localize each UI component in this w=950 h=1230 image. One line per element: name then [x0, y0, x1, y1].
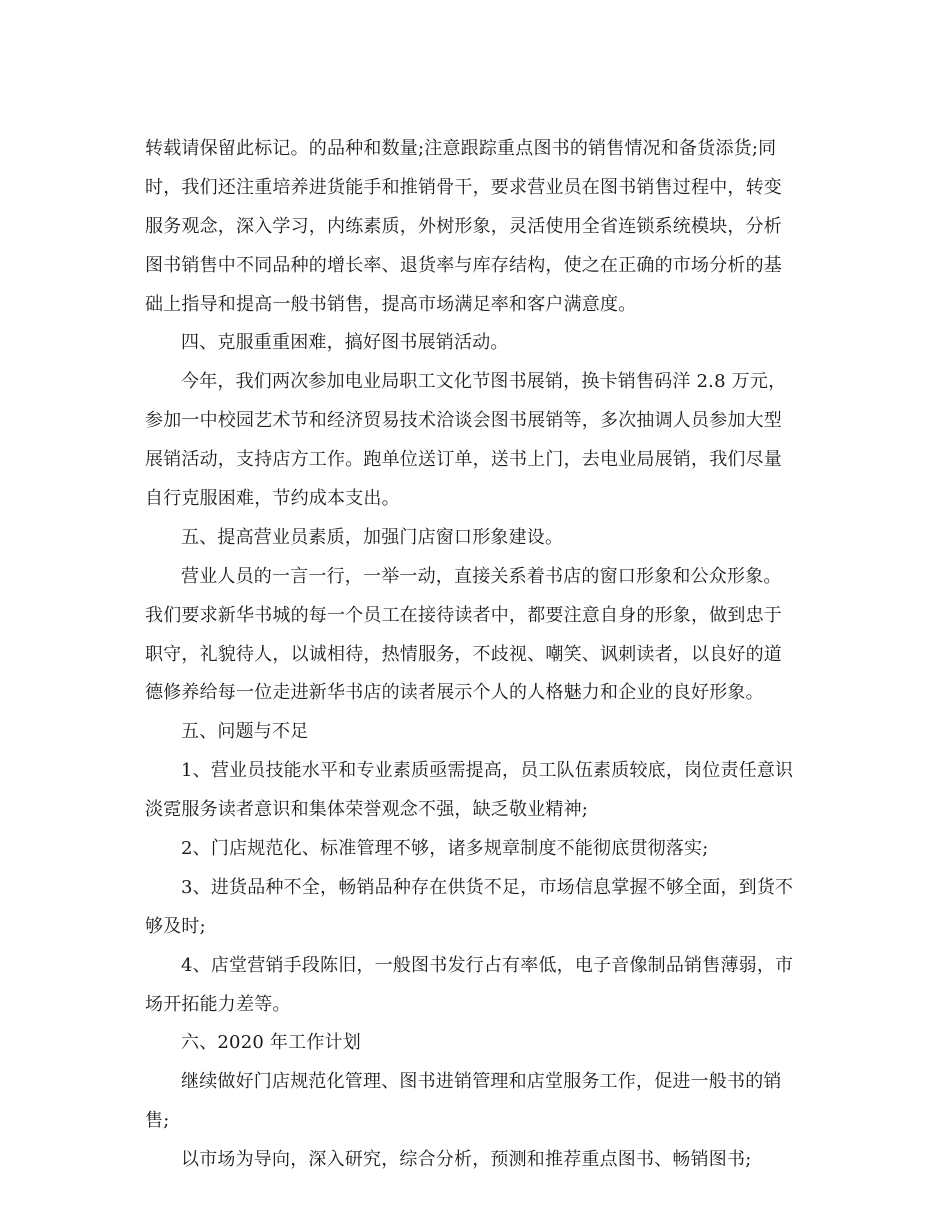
- text-line: 淡霓服务读者意识和集体荣誉观念不强，缺乏敬业精神;: [145, 799, 589, 821]
- text-line: 德修养给每一位走进新华书店的读者展示个人的人格魅力和企业的良好形象。: [145, 682, 764, 704]
- text-line: 转载请保留此标记。的品种和数量;注意跟踪重点图书的销售情况和备货添货;同: [145, 138, 777, 159]
- text-line: 我们要求新华书城的每一个员工在接待读者中，都要注意自身的形象，做到忠于: [145, 604, 782, 626]
- text-line: 3、进货品种不全，畅销品种存在供货不足，市场信息掌握不够全面，到货不: [181, 876, 794, 898]
- text-line: 图书销售中不同品种的增长率、退货率与库存结构，使之在正确的市场分析的基: [145, 254, 782, 276]
- text-line: 继续做好门店规范化管理、图书进销管理和店堂服务工作，促进一般书的销: [181, 1071, 782, 1093]
- text-line: 展销活动，支持店方工作。跑单位送订单，送书上门，去电业局展销，我们尽量: [145, 449, 782, 471]
- text-line: 场开拓能力差等。: [145, 993, 291, 1015]
- text-line: 四、克服重重困难，搞好图书展销活动。: [181, 332, 509, 354]
- text-line: 4、店堂营销手段陈旧，一般图书发行占有率低，电子音像制品销售薄弱，市: [181, 954, 794, 976]
- text-line: 2、门店规范化、标准管理不够，诸多规章制度不能彻底贯彻落实;: [181, 838, 709, 860]
- text-line: 1、营业员技能水平和专业素质亟需提高，员工队伍素质较底，岗位责任意识: [181, 760, 794, 782]
- text-line: 五、问题与不足: [181, 721, 309, 743]
- text-line: 售;: [145, 1110, 170, 1132]
- text-line: 自行克服困难，节约成本支出。: [145, 488, 400, 510]
- text-line: 营业人员的一言一行，一举一动，直接关系着书店的窗口形象和公众形象。: [181, 565, 782, 587]
- text-line: 五、提高营业员素质，加强门店窗口形象建设。: [181, 526, 564, 548]
- text-line: 六、2020 年工作计划: [181, 1032, 361, 1054]
- text-line: 今年，我们两次参加电业局职工文化节图书展销，换卡销售码洋 2.8 万元，: [181, 371, 787, 393]
- text-line: 够及时;: [145, 915, 206, 937]
- text-line: 础上指导和提高一般书销售，提高市场满足率和客户满意度。: [145, 293, 637, 315]
- document-body: [145, 130, 805, 1180]
- text-line: 参加一中校园艺术节和经济贸易技术洽谈会图书展销等，多次抽调人员参加大型: [145, 410, 782, 432]
- text-line: 以市场为导向，深入研究，综合分析，预测和推荐重点图书、畅销图书;: [181, 1149, 752, 1171]
- text-line: 时，我们还注重培养进货能手和推销骨干，要求营业员在图书销售过程中，转变: [145, 176, 782, 198]
- text-line: 职守，礼貌待人，以诚相待，热情服务，不歧视、嘲笑、讽刺读者，以良好的道: [145, 643, 782, 665]
- text-line: 服务观念，深入学习，内练素质，外树形象，灵活使用全省连锁系统模块，分析: [145, 215, 782, 237]
